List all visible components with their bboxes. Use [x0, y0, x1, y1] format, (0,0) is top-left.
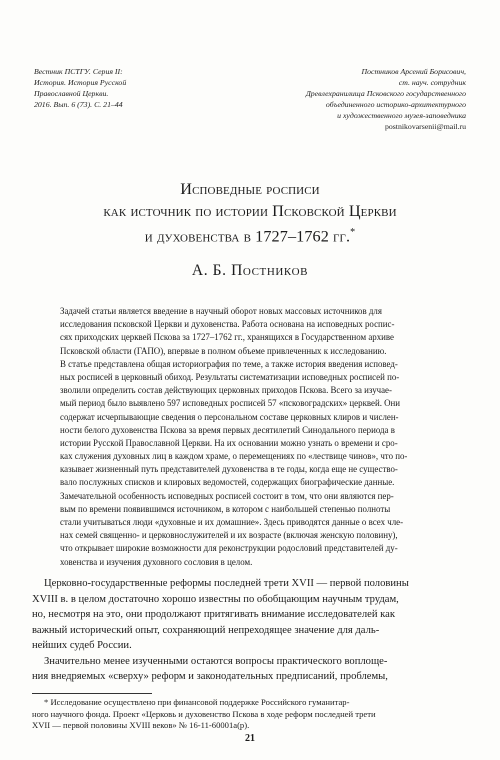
abstract-line: ховенства и изучения духовного сословия в целом.: [60, 556, 253, 567]
abstract-line: В статье представлена общая историография по теме, а также история введения исповед-: [60, 358, 398, 369]
abstract-line: содержат исчерпывающие сведения о персональном составе церковных клиров и числен-: [60, 411, 399, 422]
citation-line: Православной Церкви.: [34, 89, 109, 98]
footnote: [32, 697, 468, 732]
body-text: [32, 576, 468, 685]
abstract-line: ности белого духовенства Пскова за время первых десятилетий Синодального периода в: [60, 424, 395, 435]
abstract-line: вым по времени появившимся источником, в котором с наибольшей степенью полноты: [60, 503, 391, 514]
journal-citation: [34, 66, 184, 110]
title-line: как источник по истории Псковской Церкви: [103, 202, 397, 220]
abstract-line: нах семей священно- и церковнослужителей и их возрасте (включая женскую половину),: [60, 530, 398, 541]
title-footnote-mark: *: [350, 227, 356, 238]
body-line: важный исторический опыт, сохраняющий непреходящее значение для даль-: [32, 624, 380, 636]
abstract-line: Замечательной особенность исповедных росписей состоит в том, что они являются пер-: [60, 490, 394, 501]
title-line: Исповедные росписи: [180, 180, 320, 198]
abstract-line: сях приходских церквей Пскова за 1727–1762 гг., хранящихся в Государственном архиве: [60, 332, 394, 343]
body-line: Церковно-государственные реформы последней трети XVII — первой половины: [44, 578, 409, 589]
affiliation-line: объединенного историко-архитектурного: [325, 100, 466, 109]
body-line: но, несмотря на это, они продолжают притягивать внимание исследователей как: [32, 609, 395, 620]
affiliation-line: Постников Арсений Борисович,: [361, 67, 466, 76]
abstract-line: исследования псковской Церкви и духовенства. Работа основана на исповедных роспис-: [60, 319, 395, 330]
article-author: А. Б. Постников: [191, 262, 309, 279]
body-line: XVIII в. в целом достаточно хорошо известны по обобщающим научным трудам,: [32, 593, 399, 605]
author-affiliation: [216, 66, 466, 132]
body-line: нейших судеб России.: [32, 640, 132, 651]
abstract-line: Псковской области (ГАПО), впервые в полном объеме привлеченных к исследованию.: [60, 345, 387, 356]
body-line: ния внедряемых «сверху» реформ и законодательных предписаний, проблемы,: [32, 671, 388, 682]
abstract-line: ных росписей в церковный обиход. Результаты систематизации исповедных росписей по-: [60, 371, 400, 382]
affiliation-line: ст. науч. сотрудник: [398, 78, 466, 87]
abstract-line: истории Русской Православной Церкви. На их основании можно узнать о времени и сро-: [60, 437, 398, 448]
footnote-divider: [32, 693, 152, 694]
abstract-line: стали учитываться люди «духовные и их домашние». Здесь приводятся данные о всех чле-: [60, 517, 404, 527]
body-line: Значительно менее изученными остаются вопросы практического воплоще-: [44, 655, 388, 667]
footnote-line: XVII — первой половины XVIII веков» № 16-11-60001а(р).: [32, 720, 250, 730]
citation-line: 2016. Вып. 6 (73). С. 21–44: [34, 100, 123, 109]
article-title: [30, 178, 470, 247]
footnote-line: ного научного фонда. Проект «Церковь и духовенство Пскова в ходе реформ последней трети: [32, 708, 376, 719]
abstract-line: казывает жизненный путь представителей духовенства в те годы, когда еще не существо-: [60, 464, 398, 475]
title-line-text: и духовенства в 1727–1762 гг.: [144, 227, 351, 246]
abstract-line: зволили определить состав действующих церковных приходов Пскова. Всего за изучае-: [60, 385, 392, 396]
title-line: [30, 222, 470, 247]
abstract: [60, 305, 455, 569]
abstract-line: Задачей статьи является введение в научный оборот новых массовых источников для: [60, 306, 382, 316]
abstract-line: ках служения духовных лиц в каждом храме, о перемещениях по «лествице чинов», что по-: [60, 451, 408, 462]
citation-line: Вестник ПСТГУ. Серия II:: [34, 67, 123, 76]
affiliation-line: Древлехранилища Псковского государственного: [305, 89, 466, 98]
author-email: postnikovarsenii@mail.ru: [384, 122, 466, 131]
abstract-line: что открывает широкие возможности для реконструкции родословий представителей ду-: [60, 543, 398, 554]
abstract-line: мый период было выявлено 597 исповедных росписей 57 «псковоградских» церквей. Они: [60, 398, 401, 409]
page-number: 21: [245, 733, 255, 744]
citation-line: История. История Русской: [34, 78, 127, 87]
abstract-line: вало послужных списков и клировых ведомостей, содержащих биографические данные.: [60, 477, 395, 488]
affiliation-line: и художественного музея-заповедника: [337, 111, 466, 120]
footnote-line: * Исследование осуществлено при финансовой поддержке Российского гуманитар-: [44, 697, 350, 707]
